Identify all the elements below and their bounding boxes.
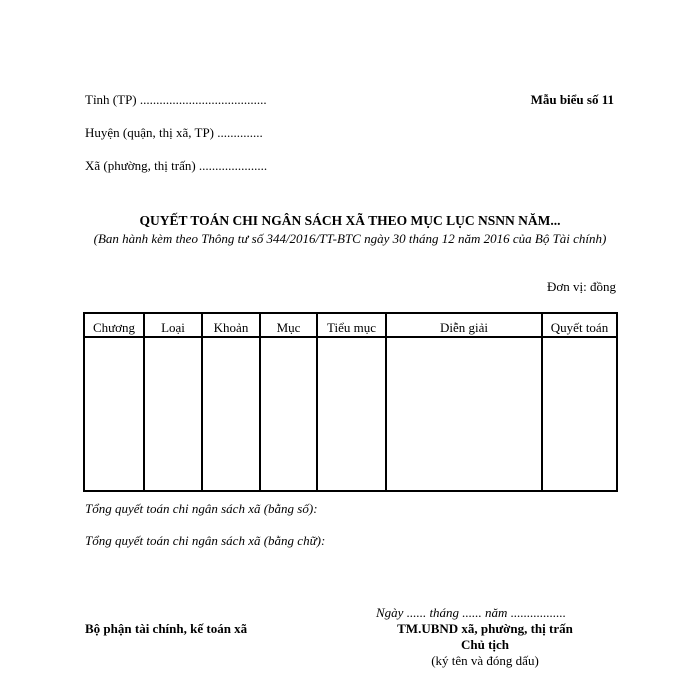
table-cell [260,337,317,491]
table-cell [317,337,386,491]
table-header-row [84,313,617,337]
col-header-tieu-muc: Tiểu mục [317,313,386,337]
col-header-muc: Mục [260,313,317,337]
table-cell [386,337,542,491]
accounting-signature-label: Bộ phận tài chính, kế toán xã [85,621,248,636]
table-cell [84,337,144,491]
budget-settlement-table [83,312,618,492]
col-header-khoan: Khoản [202,313,260,337]
table-cell [144,337,202,491]
currency-unit: Đơn vị: đồng [547,279,616,294]
total-by-number: Tổng quyết toán chi ngân sách xã (bằng số): [85,501,318,516]
col-header-chuong: Chương [84,313,144,337]
table-cell [202,337,260,491]
form-number: Mẫu biểu số 11 [530,92,614,107]
date-line: Ngày ...... tháng ...... năm ................. [376,605,566,620]
total-by-words: Tổng quyết toán chi ngân sách xã (bằng chữ): [85,533,326,548]
col-header-loai: Loại [144,313,202,337]
col-header-dien-giai: Diễn giải [386,313,542,337]
signature-note: (ký tên và đóng dấu) [431,653,539,668]
table-cell [542,337,617,491]
district-line: Huyện (quận, thị xã, TP) .............. [85,125,263,140]
commune-line: Xã (phường, thị trấn) ..................... [85,158,268,173]
signing-organization: TM.UBND xã, phường, thị trấn [397,621,573,636]
document-subtitle: (Ban hành kèm theo Thông tư số 344/2016/TT-BTC ngày 30 tháng 12 năm 2016 của Bộ Tài chính) [93,231,607,246]
province-line: Tỉnh (TP) ....................................... [85,92,267,107]
table-row [84,337,617,491]
col-header-quyet-toan: Quyết toán [542,313,617,337]
signer-position: Chủ tịch [460,637,510,652]
document-title: QUYẾT TOÁN CHI NGÂN SÁCH XÃ THEO MỤC LỤC NSNN NĂM... [139,213,561,228]
